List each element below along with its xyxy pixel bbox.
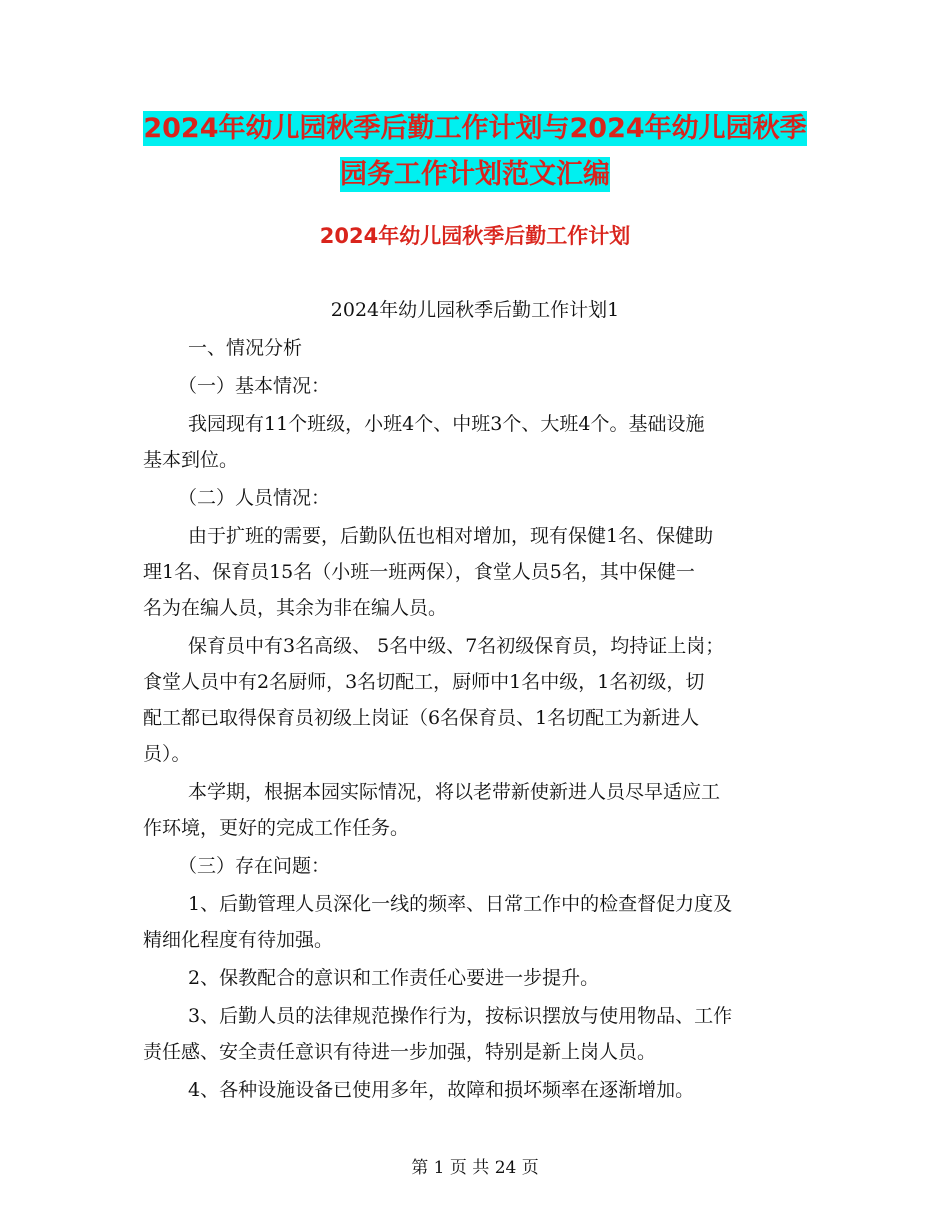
paragraph-line: 责任感、安全责任意识有待进一步加强，特别是新上岗人员。: [143, 1041, 657, 1063]
paragraph-line: 员）。: [143, 743, 191, 765]
subheading-basic-situation: （一）基本情况：: [178, 375, 331, 397]
page-number-footer: 第 1 页 共 24 页: [411, 1158, 539, 1178]
paragraph-line: 保育员中有3名高级、 5名中级、7名初级保育员，均持证上岗；: [188, 635, 725, 657]
paragraph-line: 本学期，根据本园实际情况，将以老带新使新进人员尽早适应工: [188, 781, 721, 803]
paragraph-line: 配工都已取得保育员初级上岗证（6名保育员、1名切配工为新进人: [143, 707, 700, 729]
plan-subtitle: 2024年幼儿园秋季后勤工作计划1: [330, 299, 620, 321]
list-item: 2、保教配合的意识和工作责任心要进一步提升。: [188, 967, 600, 989]
paragraph-line: 名为在编人员，其余为非在编人员。: [143, 597, 448, 619]
paragraph-line: 我园现有11个班级，小班4个、中班3个、大班4个。基础设施: [188, 413, 705, 435]
document-title-line-2: [0, 152, 950, 198]
paragraph-line: 食堂人员中有2名厨师，3名切配工，厨师中1名中级，1名初级，切: [143, 671, 705, 693]
paragraph-line: 基本到位。: [143, 449, 239, 471]
title-highlight: 园务工作计划范文汇编: [340, 159, 610, 190]
paragraph-line: 精细化程度有待加强。: [143, 929, 334, 951]
subheading-staff-situation: （二）人员情况：: [178, 487, 331, 509]
title-highlight: 2024年幼儿园秋季后勤工作计划与2024年幼儿园秋季: [143, 113, 807, 144]
list-item: 3、后勤人员的法律规范操作行为，按标识摆放与使用物品、工作: [188, 1005, 733, 1027]
subheading-existing-problems: （三）存在问题：: [178, 855, 331, 877]
section-title: 2024年幼儿园秋季后勤工作计划: [319, 224, 631, 248]
heading-situation-analysis: 一、情况分析: [188, 337, 303, 359]
paragraph-line: 作环境，更好的完成工作任务。: [143, 817, 410, 839]
document-title-line-1: [0, 106, 950, 152]
paragraph-line: 由于扩班的需要，后勤队伍也相对增加，现有保健1名、保健助: [188, 525, 714, 547]
paragraph-line: 理1名、保育员15名（小班一班两保），食堂人员5名，其中保健一: [143, 561, 695, 583]
list-item: 1、后勤管理人员深化一线的频率、日常工作中的检查督促力度及: [188, 893, 733, 915]
list-item: 4、各种设施设备已使用多年，故障和损坏频率在逐渐增加。: [188, 1079, 695, 1101]
